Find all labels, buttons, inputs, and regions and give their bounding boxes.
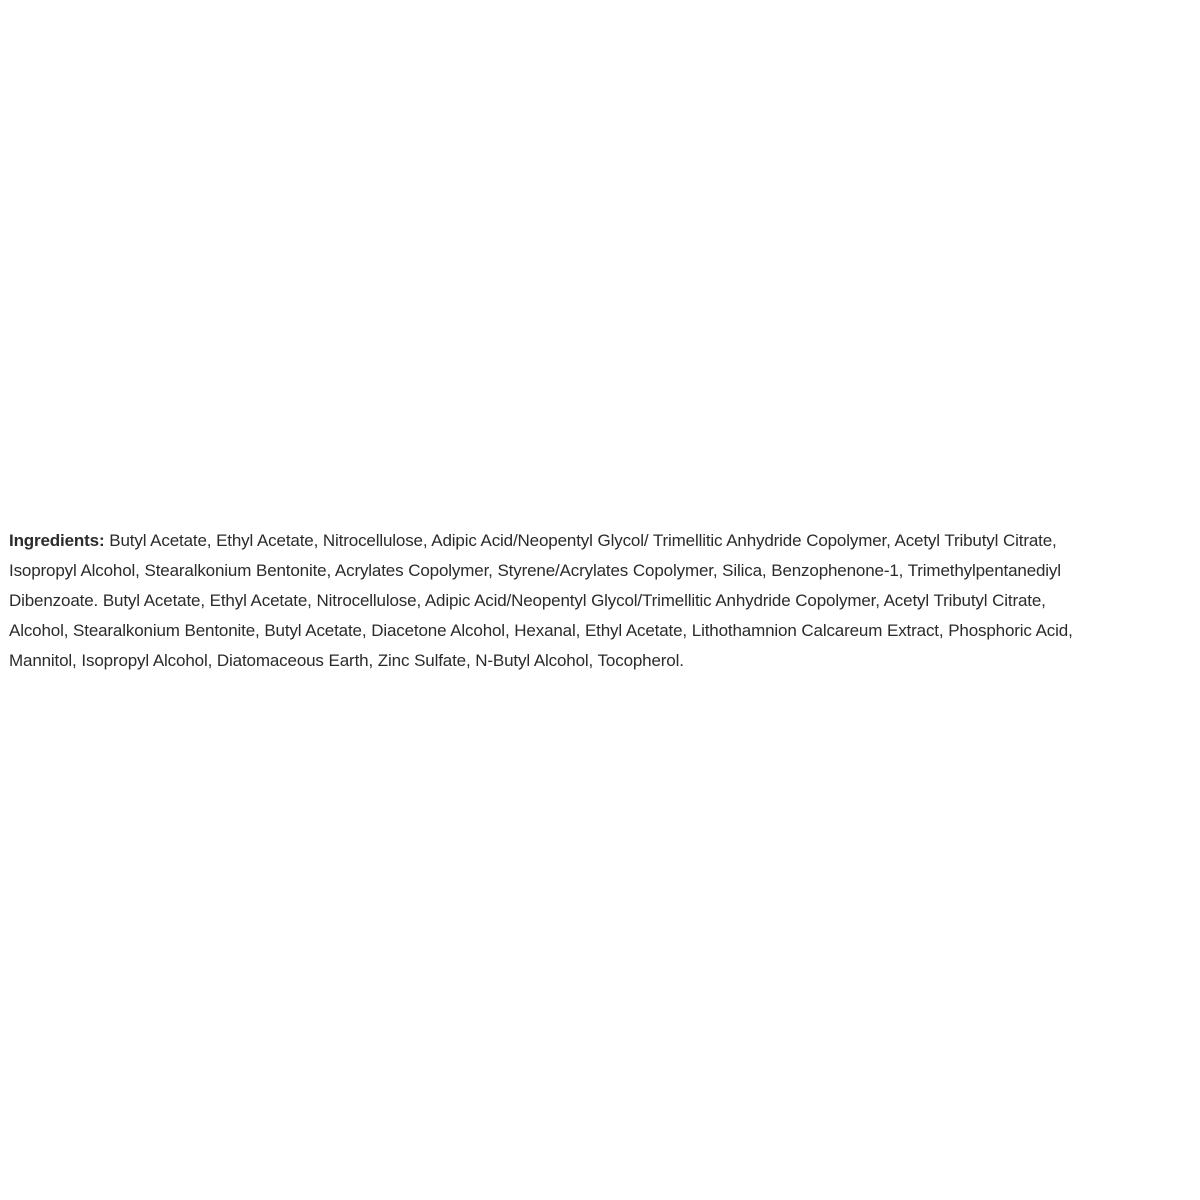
ingredients-paragraph bbox=[9, 526, 1189, 676]
ingredients-label: Ingredients: bbox=[9, 531, 105, 550]
ingredients-line bbox=[9, 526, 1189, 556]
ingredients-line: Mannitol, Isopropyl Alcohol, Diatomaceous Earth, Zinc Sulfate, N-Butyl Alcohol, Tocopherol. bbox=[9, 651, 684, 670]
ingredients-line: Alcohol, Stearalkonium Bentonite, Butyl Acetate, Diacetone Alcohol, Hexanal, Ethyl Acetate, Lithothamnion Calcareum Extract, Phosphoric Acid, bbox=[9, 621, 1073, 640]
ingredients-line: Dibenzoate. Butyl Acetate, Ethyl Acetate, Nitrocellulose, Adipic Acid/Neopentyl Glycol/Trimellitic Anhydride Copolymer, Acetyl Tributyl Citrate, bbox=[9, 591, 1046, 610]
ingredients-line: Isopropyl Alcohol, Stearalkonium Bentonite, Acrylates Copolymer, Styrene/Acrylates Copolymer, Silica, Benzophenone-1, Trimethylpentanediyl bbox=[9, 561, 1061, 580]
ingredients-text: Butyl Acetate, Ethyl Acetate, Nitrocellulose, Adipic Acid/Neopentyl Glycol/ Trimellitic Anhydride Copolymer, Acetyl Tributyl Citrate, bbox=[104, 531, 1057, 550]
